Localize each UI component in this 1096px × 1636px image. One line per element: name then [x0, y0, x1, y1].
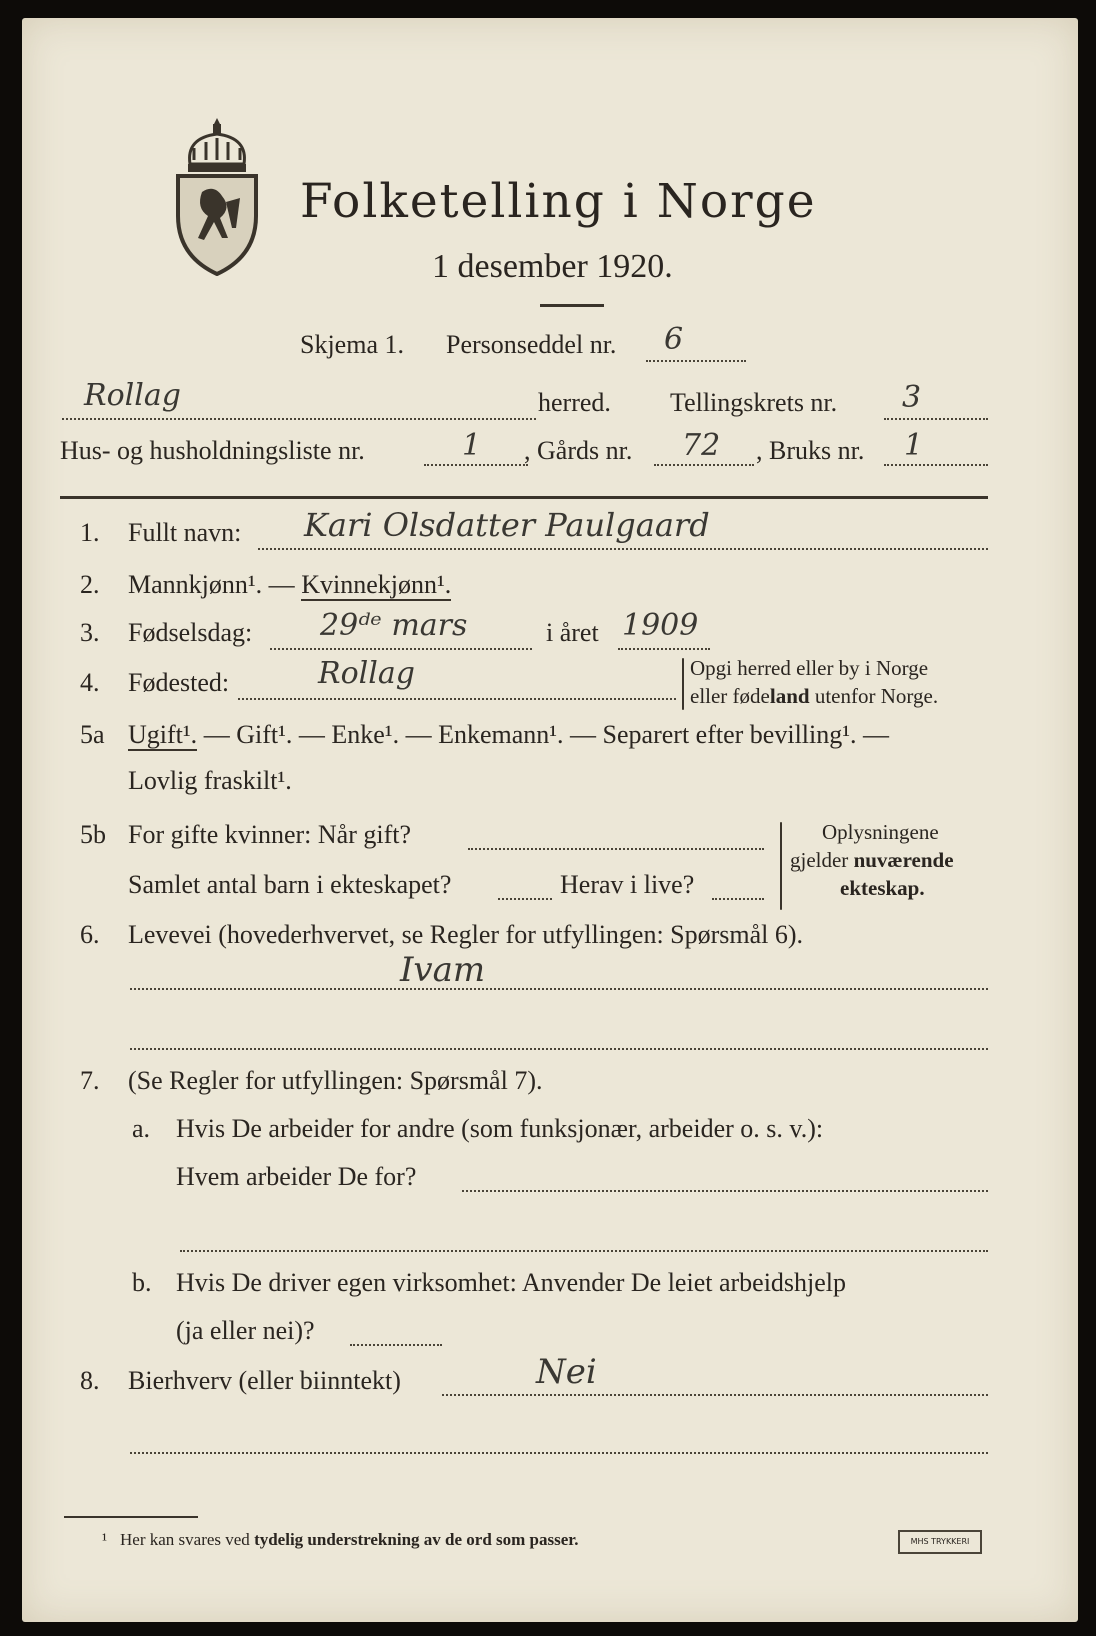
q4-label: Fødested: — [128, 668, 230, 697]
q4-number: 4. — [80, 668, 100, 697]
q3-line — [270, 648, 532, 650]
q3-number: 3. — [80, 618, 100, 647]
personseddel-label: Personseddel nr. — [446, 330, 617, 359]
q8-label: Bierhverv (eller biinntekt) — [128, 1366, 401, 1395]
q4-brace — [682, 658, 684, 710]
title-divider — [540, 304, 604, 307]
husliste-line — [424, 464, 528, 466]
gards-label: , Gårds nr. — [524, 436, 633, 465]
q1-line — [258, 548, 988, 550]
bruks-label: , Bruks nr. — [756, 436, 865, 465]
herred-line — [62, 418, 536, 420]
coat-of-arms-icon — [172, 116, 262, 276]
q7-label: (Se Regler for utfyllingen: Spørsmål 7). — [128, 1066, 543, 1095]
personseddel-value: 6 — [664, 322, 684, 357]
q7b-letter: b. — [132, 1268, 152, 1297]
q6-line1 — [130, 988, 988, 990]
q6-line2 — [130, 1048, 988, 1050]
q5a-line2: Lovlig fraskilt¹. — [128, 766, 292, 795]
q2-number: 2. — [80, 570, 100, 599]
q5a-number: 5a — [80, 720, 105, 749]
q7b-label: Hvis De driver egen virksomhet: Anvender De leiet arbeidshjelp — [176, 1268, 847, 1297]
q7b-line2: (ja eller nei)? — [176, 1316, 315, 1345]
q1-label: Fullt navn: — [128, 518, 242, 547]
skjema-label: Skjema 1. — [300, 330, 404, 359]
personseddel-line — [646, 360, 746, 362]
q5b-line1 — [468, 848, 764, 850]
q7a-line2: Hvem arbeider De for? — [176, 1162, 417, 1191]
q8-value: Nei — [536, 1352, 597, 1392]
q5b-number: 5b — [80, 820, 106, 849]
q6-number: 6. — [80, 920, 100, 949]
tellingskrets-label: Tellingskrets nr. — [670, 388, 838, 417]
q7a-label: Hvis De arbeider for andre (som funksjonær, arbeider o. s. v.): — [176, 1114, 824, 1143]
gards-line — [654, 464, 754, 466]
q3-year-line — [618, 648, 710, 650]
q8-number: 8. — [80, 1366, 100, 1395]
q5b-brace — [780, 822, 782, 910]
q5b-note-1: Oplysningene — [822, 820, 939, 844]
section-divider — [60, 496, 988, 499]
bruks-value: 1 — [904, 428, 924, 463]
q7a-letter: a. — [132, 1114, 151, 1143]
tellingskrets-line — [884, 418, 988, 420]
q7b-line — [350, 1344, 442, 1346]
tellingskrets-value: 3 — [902, 380, 922, 415]
q8-line2 — [130, 1452, 988, 1454]
q5a-options: Ugift¹. — Gift¹. — Enke¹. — Enkemann¹. — Separert efter bevilling¹. — — [128, 720, 890, 749]
herred-label: herred. — [538, 388, 611, 417]
form-title: Folketelling i Norge — [300, 174, 817, 229]
husliste-label: Hus- og husholdningsliste nr. — [60, 436, 365, 465]
q5b-label: For gifte kvinner: Når gift? — [128, 820, 412, 849]
q8-line — [442, 1394, 988, 1396]
q1-value: Kari Olsdatter Paulgaard — [304, 506, 710, 544]
q5a-underlined-answer: Ugift¹. — [128, 720, 198, 749]
husliste-value: 1 — [462, 428, 482, 463]
q7a-line1 — [462, 1190, 988, 1192]
q6-label: Levevei (hovederhvervet, se Regler for utfyllingen: Spørsmål 6). — [128, 920, 804, 949]
q5b-note-3: ekteskap. — [840, 876, 925, 900]
q2-underlined-answer: Kvinnekjønn¹. — [301, 570, 452, 599]
q3-year-label: i året — [546, 618, 599, 647]
q7a-line2-blank — [180, 1250, 988, 1252]
q5b-line2 — [498, 898, 552, 900]
q5b-line2b: Herav i live? — [560, 870, 695, 899]
footnote-marker: ¹ — [102, 1530, 108, 1549]
q4-note-1: Opgi herred eller by i Norge — [690, 656, 929, 680]
q4-value: Rollag — [318, 656, 415, 691]
census-date: 1 desember 1920. — [432, 248, 673, 285]
footnote-text: Her kan svares ved tydelig understrekning av de ord som passer. — [120, 1530, 579, 1549]
q3-value: 29ᵈᵉ mars — [320, 608, 468, 643]
q7-number: 7. — [80, 1066, 100, 1095]
q5b-note-2: gjelder nuværende — [790, 848, 954, 872]
q3-year-value: 1909 — [622, 608, 699, 643]
q5b-line2a: Samlet antal barn i ekteskapet? — [128, 870, 452, 899]
census-form — [22, 18, 1078, 1622]
bruks-line — [884, 464, 988, 466]
q6-value: Ivam — [400, 950, 486, 990]
q3-label: Fødselsdag: — [128, 618, 253, 647]
q2-label: Mannkjønn¹. — Kvinnekjønn¹. — [128, 570, 452, 599]
q5b-line3 — [712, 898, 764, 900]
gards-value: 72 — [682, 428, 721, 463]
herred-value: Rollag — [84, 378, 181, 413]
footnote-divider — [64, 1516, 198, 1518]
q4-note-2: eller fødeland utenfor Norge. — [690, 684, 939, 708]
q4-line — [238, 698, 676, 700]
q1-number: 1. — [80, 518, 100, 547]
printer-stamp: MHS TRYKKERI — [898, 1530, 982, 1554]
